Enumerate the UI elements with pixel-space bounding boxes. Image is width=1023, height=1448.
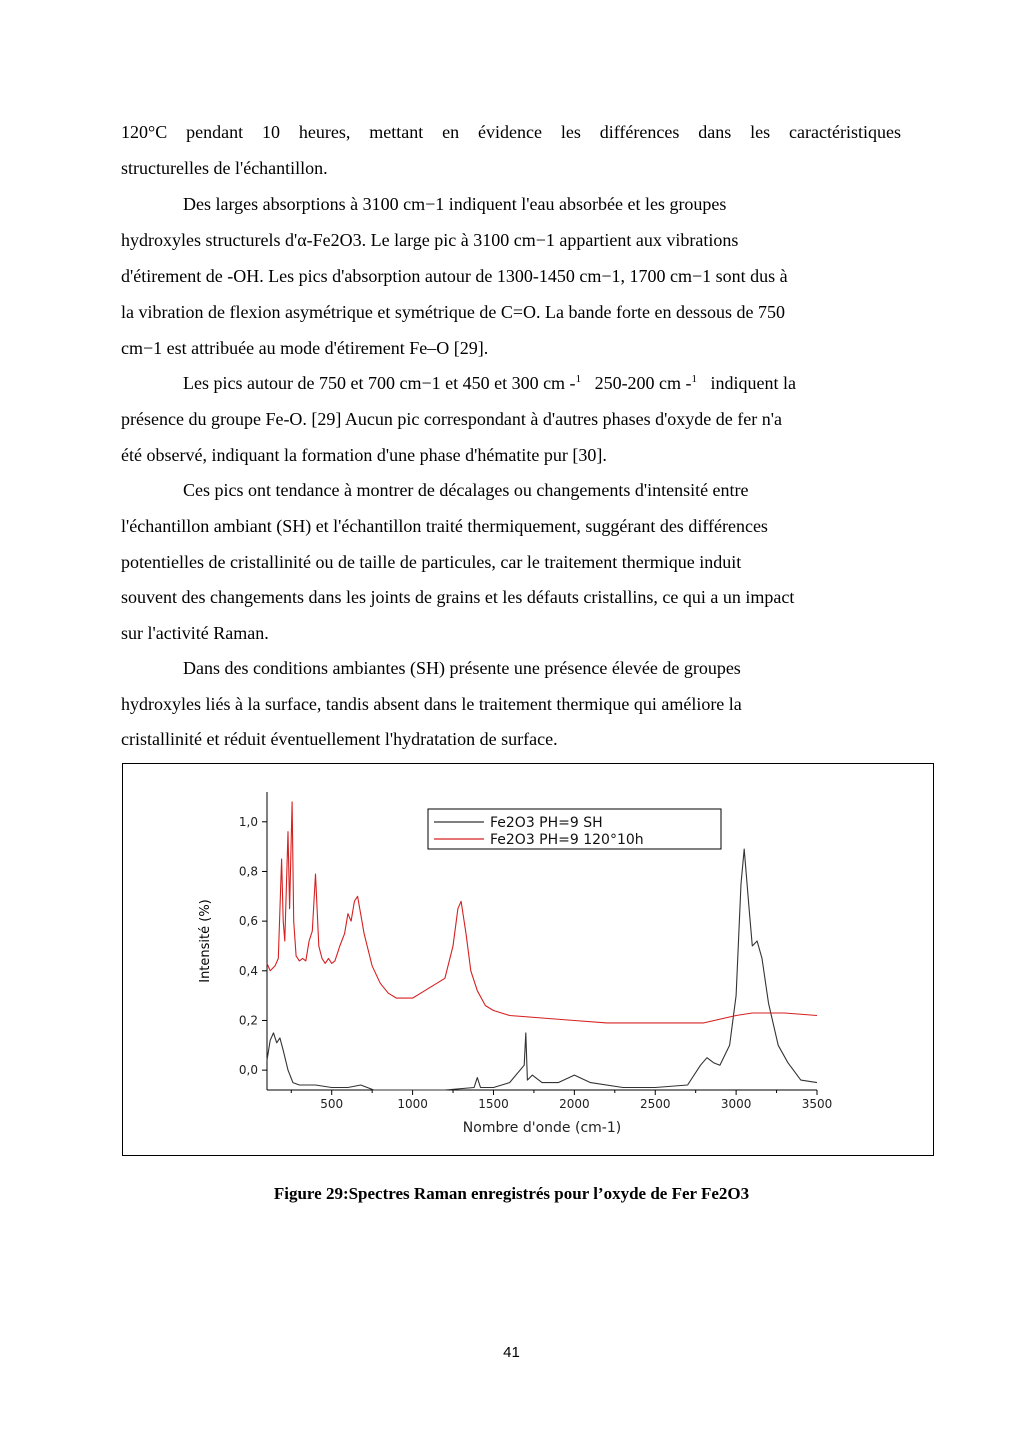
- x-tick-label: 1500: [478, 1097, 509, 1111]
- legend-label: Fe2O3 PH=9 120°10h: [490, 832, 644, 848]
- superscript: 1: [575, 373, 582, 385]
- line-segment: indiquent la: [710, 373, 797, 393]
- figure-frame: [122, 763, 934, 1156]
- paragraph-line: hydroxyles structurels d'α-Fe2O3. Le large pic à 3100 cm−1 appartient aux vibrations: [121, 230, 739, 250]
- paragraph-line: Des larges absorptions à 3100 cm−1 indiquent l'eau absorbée et les groupes: [183, 194, 727, 214]
- paragraph-line: 120°C pendant 10 heures, mettant en évidence les différences dans les caractéristiques: [121, 122, 901, 142]
- x-tick-label: 3000: [720, 1097, 752, 1111]
- paragraph-line: cristallinité et réduit éventuellement l'hydratation de surface.: [121, 729, 558, 749]
- page-number: 41: [503, 1344, 520, 1361]
- paragraph-line: cm−1 est attribuée au mode d'étirement Fe–O [29].: [121, 338, 489, 358]
- paragraph-line: été observé, indiquant la formation d'une phase d'hématite pur [30].: [121, 445, 607, 465]
- paragraph-line: d'étirement de -OH. Les pics d'absorption autour de 1300-1450 cm−1, 1700 cm−1 sont dus à: [121, 266, 788, 286]
- paragraph-line: structurelles de l'échantillon.: [121, 158, 328, 178]
- x-tick-label: 1000: [397, 1097, 428, 1111]
- y-tick-label: 0,6: [238, 914, 258, 929]
- paragraph-line: Ces pics ont tendance à montrer de décalages ou changements d'intensité entre: [183, 480, 749, 500]
- series-line-1: [267, 849, 817, 1090]
- paragraph-line: souvent des changements dans les joints de grains et les défauts cristallins, ce qui a un impact: [121, 587, 795, 607]
- line-segment: Les pics autour de 750 et 700 cm−1 et 450 et 300 cm -: [183, 373, 576, 393]
- paragraph-line: présence du groupe Fe-O. [29] Aucun pic correspondant à d'autres phases d'oxyde de fer n'a: [121, 409, 782, 429]
- x-tick-label: 2000: [559, 1097, 590, 1111]
- y-tick-label: 0,0: [238, 1063, 258, 1078]
- superscript: 1: [691, 373, 698, 385]
- y-axis-label: Intensité (%): [198, 899, 213, 983]
- paragraph-line: l'échantillon ambiant (SH) et l'échantillon traité thermiquement, suggérant des différences: [121, 516, 768, 536]
- y-tick-label: 0,2: [238, 1013, 258, 1028]
- x-axis-label: Nombre d'onde (cm-1): [462, 1120, 622, 1136]
- paragraph-line: la vibration de flexion asymétrique et symétrique de C=O. La bande forte en dessous de 750: [121, 302, 785, 322]
- x-tick-label: 2500: [639, 1097, 671, 1111]
- paragraph-line: Dans des conditions ambiantes (SH) présente une présence élevée de groupes: [183, 658, 741, 678]
- x-tick-label: 3500: [801, 1097, 833, 1111]
- paragraph-line: [183, 373, 796, 394]
- figure-caption: Figure 29:Spectres Raman enregistrés pour l’oxyde de Fer Fe2O3: [273, 1184, 750, 1203]
- y-tick-label: 0,4: [238, 963, 258, 978]
- line-segment: 250-200 cm -: [594, 373, 692, 393]
- paragraph-line: sur l'activité Raman.: [121, 623, 269, 643]
- y-tick-label: 0,8: [238, 864, 258, 879]
- raman-spectrum-chart: [123, 764, 933, 1155]
- paragraph-line: potentielles de cristallinité ou de taille de particules, car le traitement thermique induit: [121, 552, 742, 572]
- x-tick-label: 500: [320, 1097, 344, 1111]
- legend-label: Fe2O3 PH=9 SH: [490, 815, 603, 831]
- paragraph-line: hydroxyles liés à la surface, tandis absent dans le traitement thermique qui améliore la: [121, 694, 742, 714]
- y-tick-label: 1,0: [238, 814, 258, 829]
